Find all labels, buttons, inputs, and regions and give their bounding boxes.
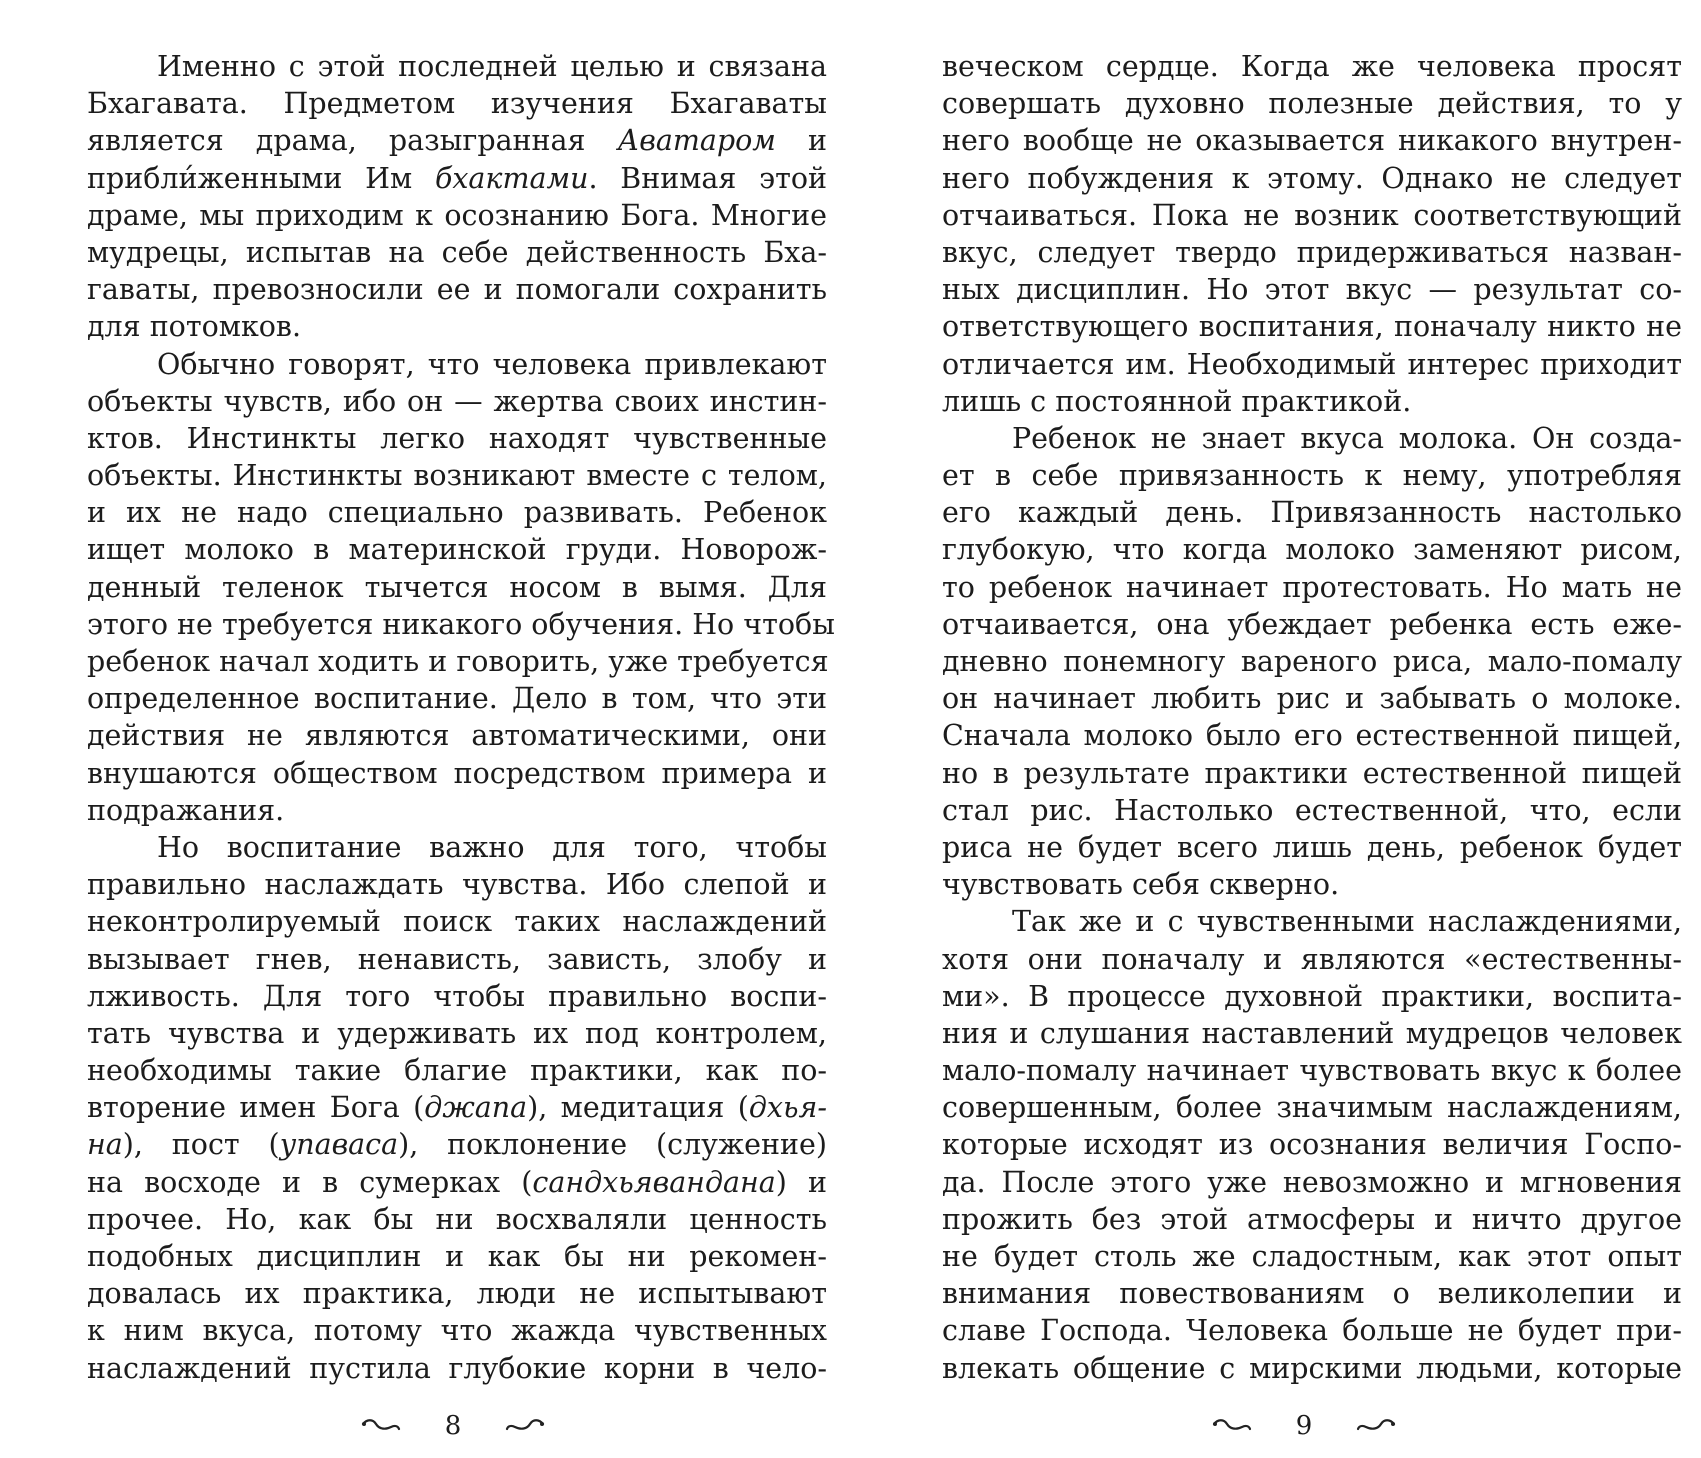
text-line: и их не надо специально развивать. Ребенок: [87, 496, 827, 530]
text-line: подражания.: [87, 793, 285, 827]
text-line: Ребенок не знает вкуса молока. Он созда-: [1012, 421, 1682, 455]
text-segment: на восходе и в сумерках (: [87, 1165, 533, 1199]
italic-term: бхактами: [434, 161, 589, 195]
text-segment: ), пост (: [122, 1128, 280, 1162]
text-line: лишь с постоянной практикой.: [942, 384, 1412, 418]
text-line: действия не являются автоматическими, они: [87, 719, 827, 753]
text-line: тать чувства и удерживать их под контролем,: [87, 1016, 827, 1050]
text-segment: прибли́женными Им: [87, 161, 435, 195]
italic-term: джапа: [424, 1091, 528, 1125]
text-line: [87, 122, 827, 159]
text-line: объекты чувств, ибо он — жертва своих инстин-: [87, 384, 827, 418]
text-line: то ребенок начинает протестовать. Но мать не: [942, 570, 1682, 604]
text-line: глубокую, что когда молоко заменяют рисом,: [942, 533, 1682, 567]
text-line: [87, 1126, 827, 1163]
text-line: Именно с этой последней целью и связана: [157, 50, 827, 83]
text-line: славе Господа. Человека больше не будет при-: [942, 1314, 1682, 1348]
text-line: неконтролируемый поиск таких наслаждений: [87, 905, 827, 939]
text-line: наслаждений пустила глубокие корни в чело-: [87, 1351, 827, 1385]
text-line: ми». В процессе духовной практики, воспита-: [942, 979, 1682, 1013]
text-line: он начинает любить рис и забывать о молоке.: [942, 682, 1682, 716]
text-line: да. После этого уже невозможно и мгновения: [942, 1165, 1682, 1199]
text-line: стал рис. Настолько естественной, что, если: [942, 793, 1682, 827]
text-line: Бхагавата. Предметом изучения Бхагаваты: [87, 87, 827, 121]
text-line: отличается им. Необходимый интерес приходит: [942, 347, 1682, 381]
text-line: внимания повествованиям о великолепии и: [942, 1277, 1682, 1311]
left-page-footer: [353, 1408, 553, 1444]
text-segment: ), поклонение (служение): [398, 1128, 827, 1162]
text-line: подобных дисциплин и как бы ни рекомен-: [87, 1240, 827, 1273]
italic-term: дхья-: [748, 1091, 827, 1125]
text-line: риса не будет всего лишь день, ребенок будет: [942, 830, 1682, 864]
italic-term: сандхьявандана: [532, 1165, 776, 1199]
text-line: мало-помалу начинает чувствовать вкус к более: [942, 1054, 1682, 1088]
right-page: [850, 0, 1701, 1458]
paragraph: [87, 829, 827, 1387]
text-line: объекты. Инстинкты возникают вместе с телом,: [87, 459, 827, 493]
text-line: этого не требуется никакого обучения. Но чтобы: [87, 607, 835, 641]
text-line: веческом сердце. Когда же человека просят: [942, 50, 1682, 83]
text-line: отчаивается, она убеждает ребенка есть еже-: [942, 607, 1682, 641]
text-line: гаваты, превозносили ее и помогали сохранить: [87, 273, 827, 307]
text-line: определенное воспитание. Дело в том, что эти: [87, 682, 827, 716]
paragraph: [942, 420, 1682, 903]
text-line: мудрецы, испытав на себе действенность Бха-: [87, 235, 827, 269]
paragraph: [942, 903, 1682, 1386]
text-line: ния и слушания наставлений мудрецов человек: [942, 1016, 1682, 1050]
text-line: ребенок начал ходить и говорить, уже требуется: [87, 645, 829, 678]
text-line: ет в себе привязанность к нему, употребляя: [942, 459, 1682, 493]
text-line: Но воспитание важно для того, чтобы: [157, 830, 827, 864]
text-line: [87, 160, 827, 197]
text-line: Обычно говорят, что человека привлекают: [157, 347, 827, 381]
text-line: влекать общение с мирскими людьми, которые: [942, 1351, 1682, 1385]
text-line: прочее. Но, как бы ни восхваляли ценность: [87, 1202, 827, 1236]
text-line: совершенным, более значимым наслаждениям,: [942, 1091, 1682, 1125]
text-segment: является драма, разыгранная: [87, 124, 618, 158]
italic-term: Аватаром: [617, 124, 776, 158]
text-line: хотя они поначалу и являются «естественны-: [942, 942, 1682, 976]
text-line: необходимы такие благие практики, как по-: [87, 1054, 827, 1088]
text-line: вызывает гнев, ненависть, зависть, злобу и: [87, 942, 827, 976]
text-segment: и: [775, 124, 827, 158]
text-line: которые исходят из осознания величия Госпо-: [942, 1128, 1682, 1162]
text-line: прожить без этой атмосферы и ничто другое: [942, 1202, 1682, 1236]
text-line: ищет молоко в материнской груди. Новорож-: [87, 533, 827, 567]
text-line: правильно наслаждать чувства. Ибо слепой и: [87, 868, 827, 902]
text-line: ответствующего воспитания, поначалу никто не: [942, 310, 1682, 344]
left-page: [0, 0, 850, 1458]
page-number: 9: [1295, 1411, 1313, 1441]
right-page-body: [942, 48, 1682, 1387]
text-line: отчаиваться. Пока не возник соответствующий: [942, 198, 1682, 232]
text-line: Сначала молоко было его естественной пищей,: [942, 719, 1682, 753]
flourish-right-ornament: [505, 1418, 545, 1434]
text-segment: ) и: [775, 1165, 827, 1199]
text-line: лживость. Для того чтобы правильно воспи-: [87, 979, 827, 1013]
text-line: Так же и с чувственными наслаждениями,: [1012, 905, 1682, 939]
italic-term: на: [87, 1128, 123, 1162]
text-line: к ним вкуса, потому что жажда чувственных: [87, 1314, 827, 1348]
italic-term: упаваса: [279, 1128, 399, 1162]
flourish-left-ornament: [361, 1418, 401, 1434]
text-line: внушаются обществом посредством примера и: [87, 756, 827, 790]
text-line: денный теленок тычется носом в вымя. Для: [87, 570, 827, 604]
text-line: [87, 1089, 827, 1126]
text-line: его каждый день. Привязанность настолько: [942, 496, 1682, 530]
paragraph: [87, 48, 827, 346]
paragraph: [942, 48, 1682, 420]
text-line: не будет столь же сладостным, как этот опыт: [942, 1240, 1682, 1273]
text-segment: ), медитация (: [527, 1091, 749, 1125]
page-number: 8: [444, 1411, 462, 1441]
text-line: для потомков.: [87, 310, 302, 344]
text-segment: вторение имен Бога (: [87, 1091, 425, 1125]
text-segment: . Внимая этой: [588, 161, 827, 195]
text-line: [87, 1164, 827, 1201]
text-line: чувствовать себя скверно.: [942, 868, 1340, 902]
text-line: него вообще не оказывается никакого внутрен-: [942, 124, 1682, 158]
text-line: ных дисциплин. Но этот вкус — результат со-: [942, 273, 1682, 307]
left-page-body: [87, 48, 835, 1387]
text-line: него побуждения к этому. Однако не следует: [942, 161, 1682, 195]
text-line: ктов. Инстинкты легко находят чувственные: [87, 421, 827, 455]
flourish-right-ornament: [1356, 1418, 1396, 1434]
text-line: дневно понемногу вареного риса, мало-помалу: [942, 645, 1682, 678]
paragraph: [87, 346, 835, 829]
text-line: вкус, следует твердо придерживаться назван-: [942, 235, 1682, 269]
text-line: драме, мы приходим к осознанию Бога. Многие: [87, 198, 827, 232]
flourish-left-ornament: [1212, 1418, 1252, 1434]
text-line: совершать духовно полезные действия, то у: [942, 87, 1682, 121]
text-line: но в результате практики естественной пищей: [942, 756, 1682, 790]
text-line: довалась их практика, люди не испытывают: [87, 1277, 827, 1311]
right-page-footer: [1204, 1408, 1404, 1444]
